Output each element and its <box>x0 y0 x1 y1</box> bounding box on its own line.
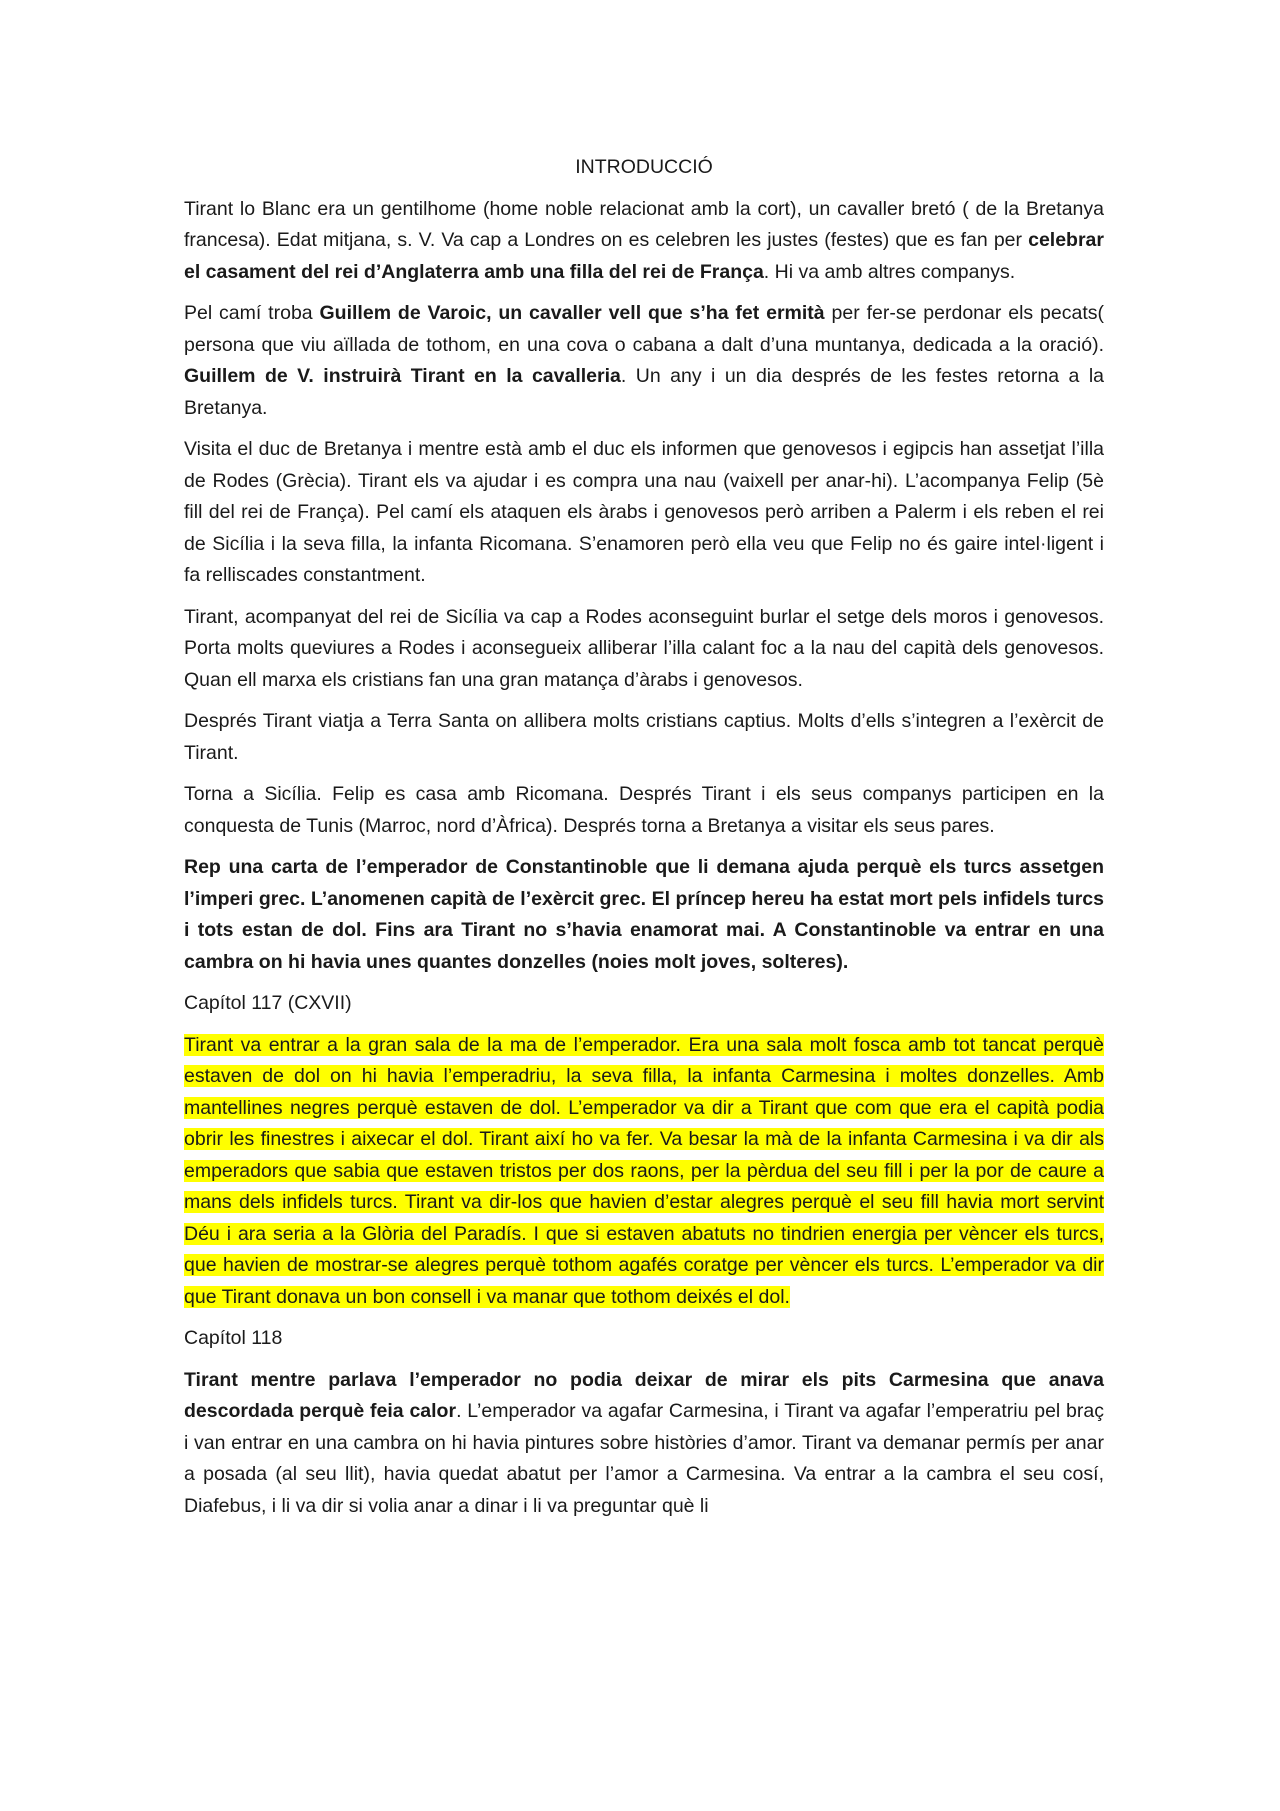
bold-text-segment: Tirant mentre parlava l’emperador no podia deixar de mirar els pits Carmesina que anava descordada perquè feia calor <box>184 1368 1104 1422</box>
text-segment: Visita el duc de Bretanya i mentre està amb el duc els informen que genovesos i egipcis han assetjat l’illa de Rodes (Grècia). Tirant els va ajudar i es compra una nau (vaixell per anar-hi). L’acompanya Felip (5è fill del rei de França). Pel camí els ataquen els àrabs i genovesos però arriben a Palerm i els reben el rei de Sicília i la seva filla, la infanta Ricomana. S’enamoren però ella veu que Felip no és gaire intel·ligent i fa relliscades constantment. <box>184 438 1104 586</box>
bold-text-segment: Rep una carta de l’emperador de Constantinoble que li demana ajuda perquè els turcs assetgen l’imperi grec. L’anomenen capità de l’exèrcit grec. El príncep hereu ha estat mort pels infidels turcs i tots estan de dol. Fins ara Tirant no s’havia enamorat mai. A Constantinoble va entrar en una cambra on hi havia unes quantes donzelles (noies molt joves, solteres). <box>184 856 1104 973</box>
text-segment: per fer-se perdonar els pecats( persona que viu aïllada de tothom, en una cova o cabana a dalt d’una muntanya, dedicada a la oració). <box>184 302 1104 356</box>
page-title: INTRODUCCIÓ <box>575 156 713 178</box>
chapter-118-paragraph <box>184 1365 1104 1523</box>
paragraph-1 <box>184 194 1104 289</box>
text-segment: Pel camí troba <box>184 302 320 324</box>
highlighted-text: Tirant va entrar a la gran sala de la ma de l’emperador. Era una sala molt fosca amb tot tancat perquè estaven de dol on hi havia l’emperadriu, la seva filla, la infanta Carmesina i moltes donzelles. Amb mantellines negres perquè estaven de dol. L’emperador va dir a Tirant que com que era el capità podia obrir les finestres i aixecar el dol. Tirant així ho va fer. Va besar la mà de la infanta Carmesina i va dir als emperadors que sabia que estaven tristos per dos raons, per la pèrdua del seu fill i per la por de caure a mans dels infidels turcs. Tirant va dir-los que havien d’estar alegres perquè el seu fill havia mort servint Déu i ara seria a la Glòria del Paradís. I que si estaven abatuts no tindrien energia per vèncer els turcs, que havien de mostrar-se alegres perquè tothom agafés coratge per vèncer els turcs. L’emperador va dir que Tirant donava un bon consell i va manar que tothom deixés el dol. <box>184 1033 1104 1308</box>
paragraph-4 <box>184 602 1104 697</box>
paragraph-3 <box>184 434 1104 592</box>
text-segment: . Un any i un dia després de les festes retorna a la Bretanya. <box>184 365 1104 419</box>
text-segment: . Hi va amb altres companys. <box>763 260 1016 283</box>
text-segment: Tirant, acompanyat del rei de Sicília va cap a Rodes aconseguint burlar el setge dels moros i genovesos. Porta molts queviures a Rodes i aconsegueix alliberar l’illa calant foc a la nau del capità dels genovesos. Quan ell marxa els cristians fan una gran matança d’àrabs i genovesos. <box>184 605 1104 691</box>
paragraph-6 <box>184 779 1104 842</box>
paragraph-2 <box>184 298 1104 424</box>
chapter-118-heading: Capítol 118 <box>184 1327 283 1349</box>
bold-text-segment: Guillem de V. instruirà Tirant en la cavalleria <box>184 365 621 387</box>
text-segment: . L’emperador va agafar Carmesina, i Tirant va agafar l’emperatriu pel braç i van entrar en una cambra on hi havia pintures sobre històries d’amor. Tirant va demanar permís per anar a posada (al seu llit), havia quedat abatut per l’amor a Carmesina. Va entrar a la cambra el seu cosí, Diafebus, i li va dir si volia anar a dinar i li va preguntar què li <box>184 1400 1104 1517</box>
paragraph-5 <box>184 706 1104 769</box>
text-segment: Després Tirant viatja a Terra Santa on allibera molts cristians captius. Molts d’ells s’integren a l’exèrcit de Tirant. <box>184 710 1104 764</box>
paragraph-7 <box>184 852 1104 978</box>
text-segment: Torna a Sicília. Felip es casa amb Ricomana. Després Tirant i els seus companys participen en la conquesta de Tunis (Marroc, nord d’Àfrica). Després torna a Bretanya a visitar els seus pares. <box>184 783 1104 837</box>
document-body <box>184 152 1104 1532</box>
bold-text-segment: Guillem de Varoic, un cavaller vell que s’ha fet ermità <box>319 302 825 324</box>
chapter-117-heading: Capítol 117 (CXVII) <box>184 992 352 1014</box>
chapter-117-paragraph <box>184 1030 1104 1314</box>
text-segment: Tirant lo Blanc era un gentilhome (home noble relacionat amb la cort), un cavaller bretó ( de la Bretanya francesa). Edat mitjana, s. V. Va cap a Londres on es celebren les justes (festes) que es fan per <box>184 197 1104 251</box>
bold-text-segment: celebrar el casament del rei d’Anglaterra amb una filla del rei de França <box>184 229 1104 283</box>
